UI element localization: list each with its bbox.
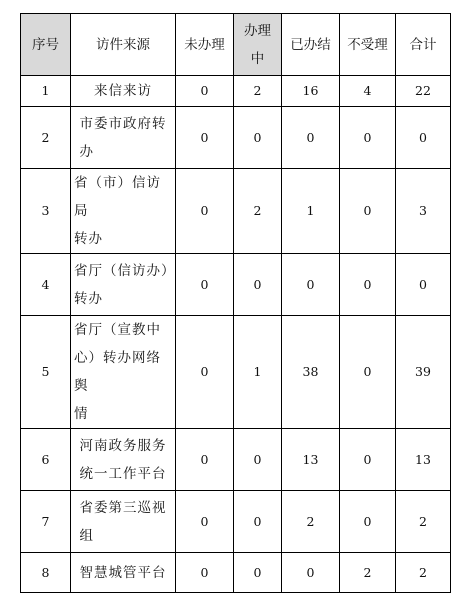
case-source-table bbox=[20, 13, 451, 593]
cell-pending: 0 bbox=[176, 553, 234, 593]
cell-pending: 0 bbox=[176, 491, 234, 553]
cell-done: 16 bbox=[282, 76, 340, 107]
source-line: 省厅（宣教中 bbox=[74, 322, 161, 338]
source-text bbox=[74, 316, 172, 428]
source-text bbox=[80, 559, 167, 587]
cell-source bbox=[71, 76, 176, 107]
table-header bbox=[21, 14, 451, 76]
cell-index: 3 bbox=[21, 169, 71, 254]
cell-total: 22 bbox=[396, 76, 451, 107]
cell-source bbox=[71, 169, 176, 254]
cell-index: 6 bbox=[21, 429, 71, 491]
source-line: 省（市）信访局 bbox=[74, 175, 161, 219]
table-row bbox=[21, 491, 451, 553]
cell-in-progress: 0 bbox=[234, 107, 282, 169]
source-line: 转办 bbox=[74, 290, 103, 307]
cell-pending: 0 bbox=[176, 316, 234, 429]
source-line: 省厅（信访办） bbox=[74, 262, 176, 279]
source-line: 转办 bbox=[74, 231, 103, 247]
cell-pending: 0 bbox=[176, 107, 234, 169]
table-row bbox=[21, 429, 451, 491]
cell-source bbox=[71, 491, 176, 553]
table-row bbox=[21, 76, 451, 107]
cell-source bbox=[71, 553, 176, 593]
cell-total: 2 bbox=[396, 553, 451, 593]
header-done: 已办结 bbox=[282, 14, 340, 76]
cell-index: 4 bbox=[21, 254, 71, 316]
cell-rejected: 0 bbox=[340, 107, 396, 169]
source-line: 省委第三巡视 bbox=[79, 499, 167, 516]
source-line: 心）转办网络舆 bbox=[74, 350, 161, 394]
table-body bbox=[21, 76, 451, 593]
cell-done: 1 bbox=[282, 169, 340, 254]
cell-pending: 0 bbox=[176, 169, 234, 254]
header-row bbox=[21, 14, 451, 76]
cell-total: 0 bbox=[396, 254, 451, 316]
header-source: 访件来源 bbox=[71, 14, 176, 76]
cell-in-progress: 0 bbox=[234, 254, 282, 316]
source-text bbox=[74, 257, 176, 313]
cell-done: 38 bbox=[282, 316, 340, 429]
header-rejected: 不受理 bbox=[340, 14, 396, 76]
source-line: 组 bbox=[79, 527, 94, 544]
cell-rejected: 0 bbox=[340, 429, 396, 491]
table-row bbox=[21, 107, 451, 169]
cell-in-progress: 2 bbox=[234, 76, 282, 107]
source-line: 来信来访 bbox=[94, 83, 152, 99]
cell-index: 1 bbox=[21, 76, 71, 107]
cell-source bbox=[71, 107, 176, 169]
cell-rejected: 2 bbox=[340, 553, 396, 593]
cell-pending: 0 bbox=[176, 254, 234, 316]
cell-in-progress: 1 bbox=[234, 316, 282, 429]
header-pending: 未办理 bbox=[176, 14, 234, 76]
source-line: 河南政务服务 bbox=[79, 437, 167, 454]
source-text bbox=[94, 77, 152, 105]
cell-done: 0 bbox=[282, 553, 340, 593]
source-line: 情 bbox=[74, 406, 89, 422]
cell-total: 39 bbox=[396, 316, 451, 429]
cell-source bbox=[71, 316, 176, 429]
cell-rejected: 0 bbox=[340, 491, 396, 553]
source-line: 智慧城管平台 bbox=[79, 564, 167, 581]
cell-in-progress: 0 bbox=[234, 553, 282, 593]
cell-rejected: 4 bbox=[340, 76, 396, 107]
cell-in-progress: 2 bbox=[234, 169, 282, 254]
cell-pending: 0 bbox=[176, 76, 234, 107]
cell-in-progress: 0 bbox=[234, 491, 282, 553]
source-text bbox=[80, 110, 167, 166]
cell-index: 5 bbox=[21, 316, 71, 429]
cell-rejected: 0 bbox=[340, 316, 396, 429]
cell-rejected: 0 bbox=[340, 254, 396, 316]
cell-rejected: 0 bbox=[340, 169, 396, 254]
table-row bbox=[21, 553, 451, 593]
source-line: 办 bbox=[79, 143, 94, 160]
cell-done: 0 bbox=[282, 107, 340, 169]
cell-done: 13 bbox=[282, 429, 340, 491]
cell-done: 0 bbox=[282, 254, 340, 316]
source-text bbox=[80, 432, 167, 488]
source-text bbox=[74, 169, 172, 253]
table-row bbox=[21, 169, 451, 254]
cell-index: 2 bbox=[21, 107, 71, 169]
cell-in-progress: 0 bbox=[234, 429, 282, 491]
header-in-progress: 办理中 bbox=[234, 14, 282, 76]
cell-total: 13 bbox=[396, 429, 451, 491]
table-row bbox=[21, 316, 451, 429]
cell-total: 3 bbox=[396, 169, 451, 254]
cell-total: 0 bbox=[396, 107, 451, 169]
header-index: 序号 bbox=[21, 14, 71, 76]
cell-total: 2 bbox=[396, 491, 451, 553]
source-line: 统一工作平台 bbox=[79, 465, 167, 482]
source-text bbox=[80, 494, 167, 550]
table-row bbox=[21, 254, 451, 316]
source-line: 市委市政府转 bbox=[79, 115, 167, 132]
header-total: 合计 bbox=[396, 14, 451, 76]
cell-pending: 0 bbox=[176, 429, 234, 491]
cell-index: 8 bbox=[21, 553, 71, 593]
cell-source bbox=[71, 254, 176, 316]
cell-done: 2 bbox=[282, 491, 340, 553]
cell-index: 7 bbox=[21, 491, 71, 553]
cell-source bbox=[71, 429, 176, 491]
